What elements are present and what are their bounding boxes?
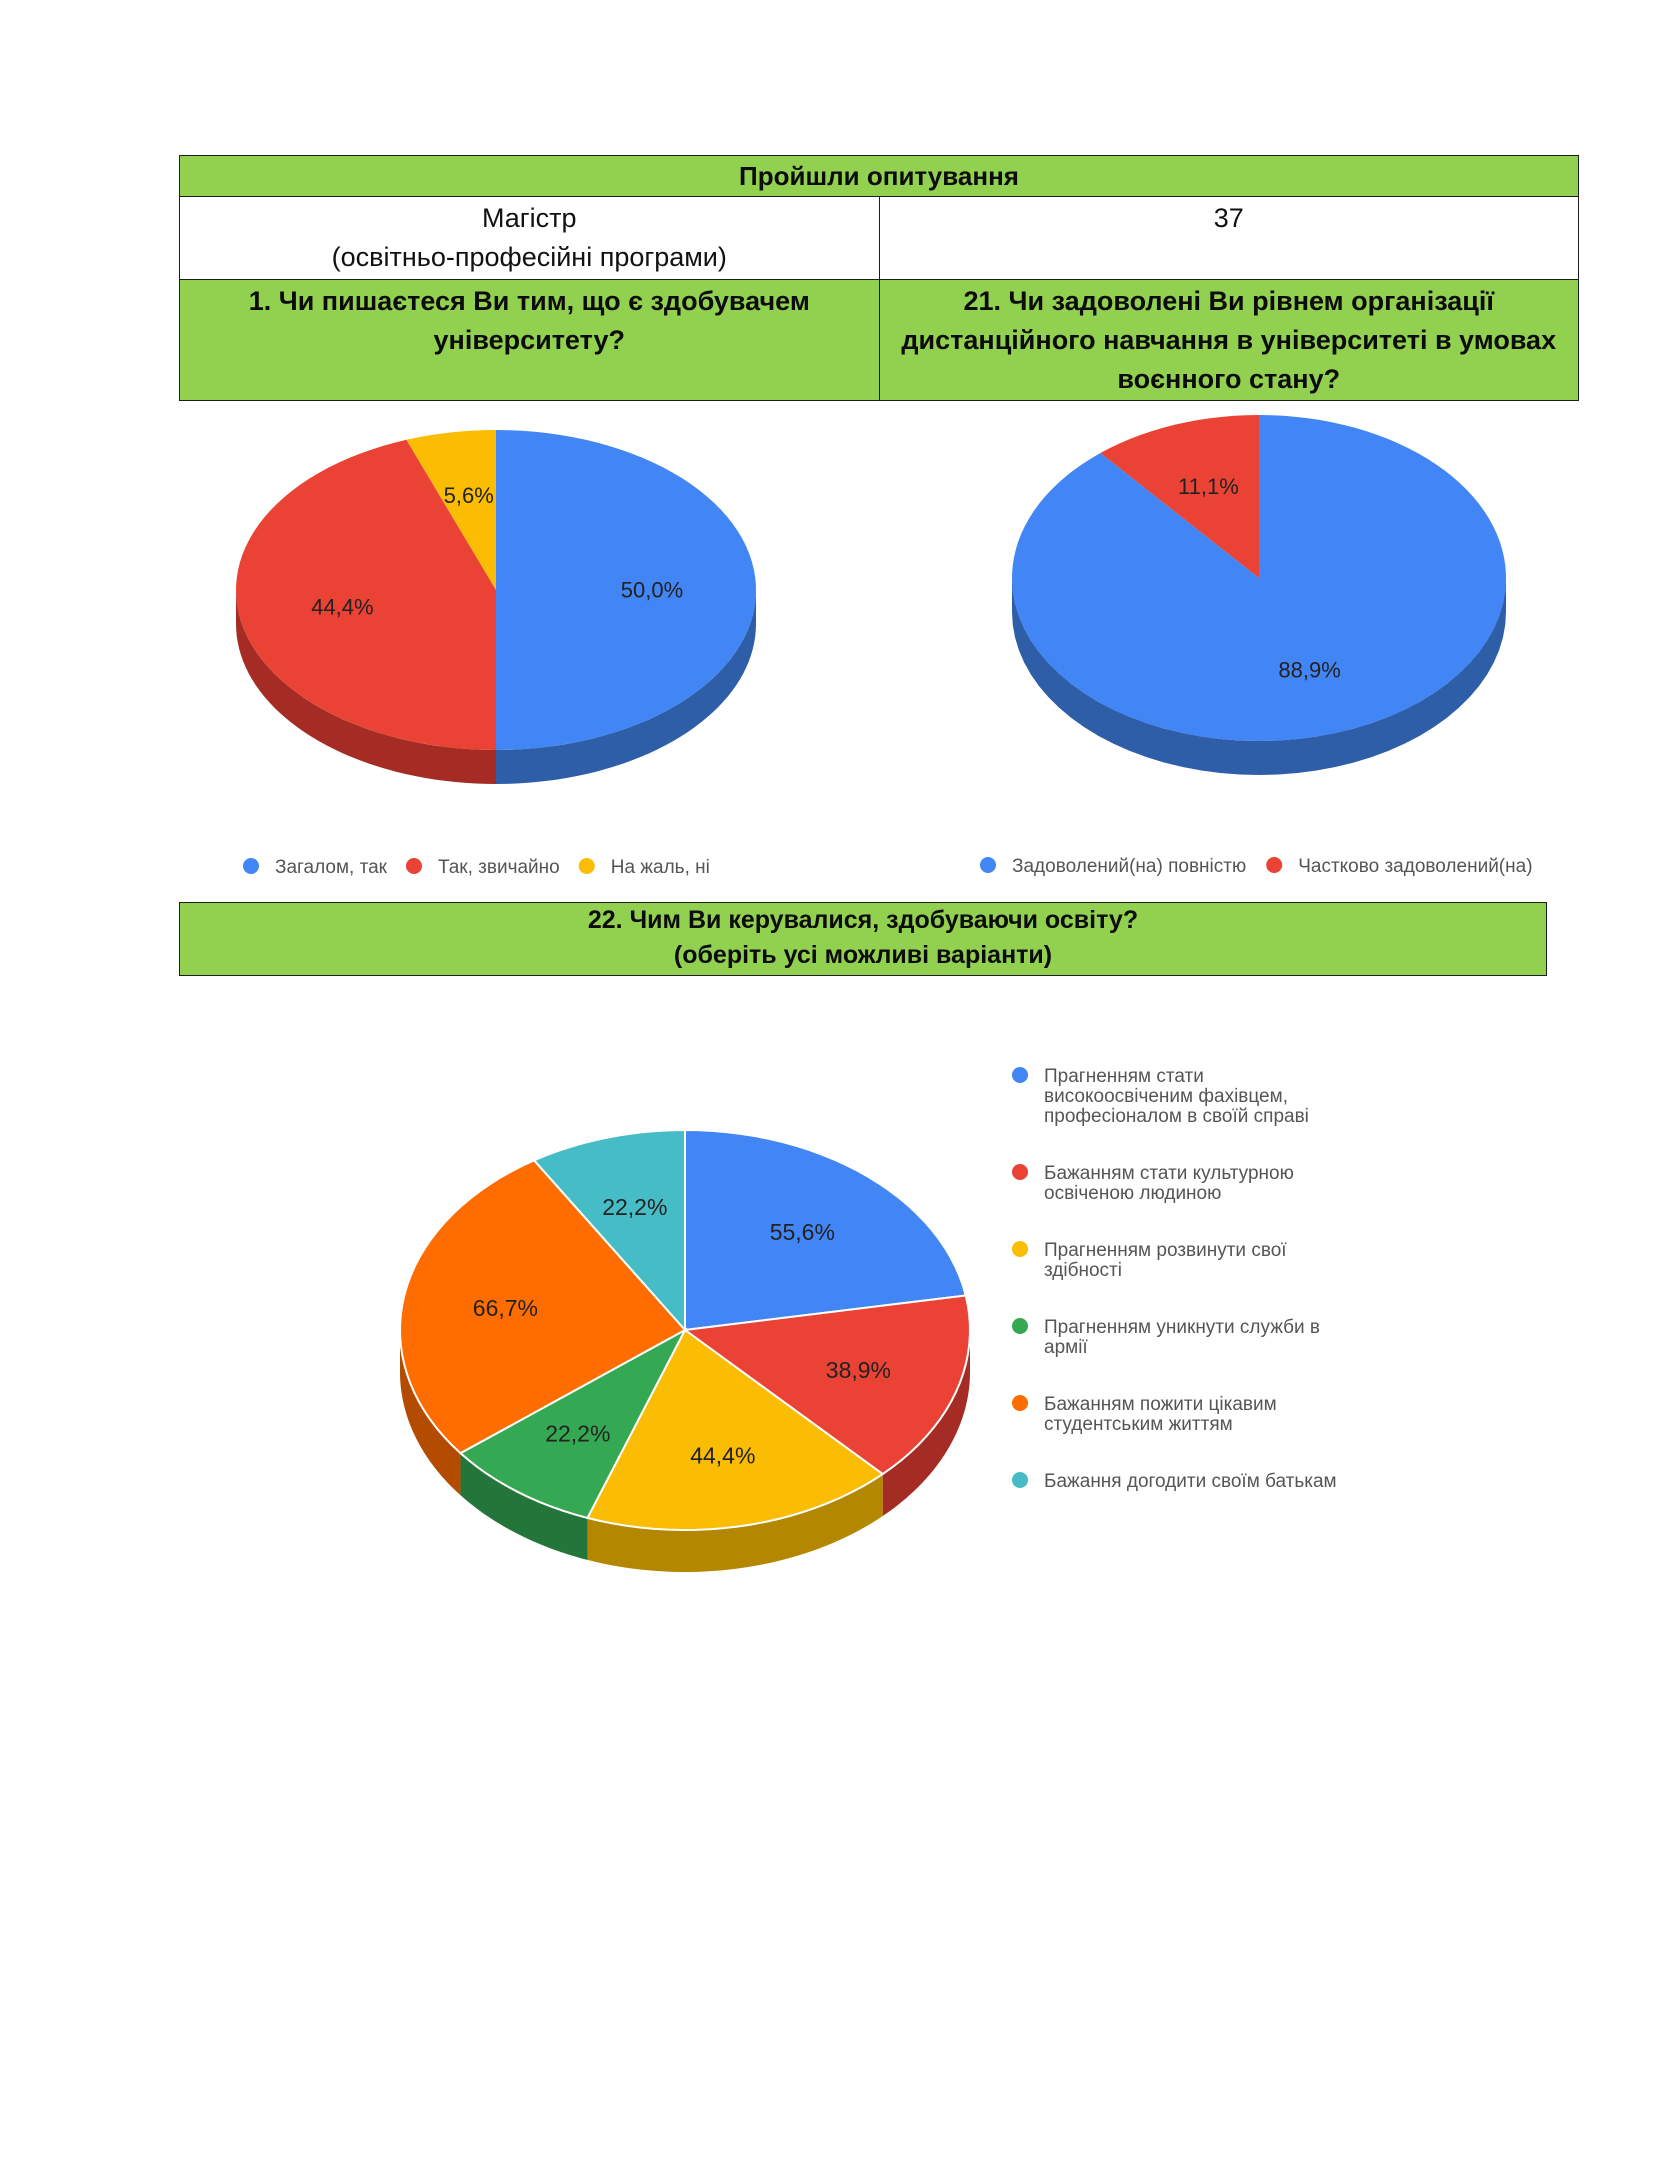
legend-label: Бажання догодити своїм батькам [1044,1471,1337,1492]
legend-label: Загалом, так [275,857,387,878]
legend-label: Частково задоволений(на) [1298,856,1533,877]
question-1-line: університету? [433,325,625,355]
question-21-line: дистанційного навчання в університеті в умовах [901,325,1557,355]
legend-swatch [1012,1318,1028,1334]
table-header: Пройшли опитування [180,156,1579,197]
legend-label: Прагненням розвинути свої здібності [1044,1240,1287,1281]
legend-label: Бажанням пожити цікавим студентським життям [1044,1394,1277,1435]
pie-data-label: 55,6% [769,1219,835,1245]
question-21-line: 21. Чи задоволені Ви рівнем організації [963,286,1494,316]
legend-swatch [1012,1164,1028,1180]
pie-data-label: 22,2% [545,1420,611,1447]
program-type: (освітньо-професійні програми) [331,242,727,272]
question-22-hint: (оберіть усі можливі варіанти) [673,941,1053,969]
pie-data-label: 88,9% [1278,657,1341,683]
legend-label: Прагненням стати високоосвіченим фахівцем, професіоналом в своїй справі [1044,1066,1309,1127]
pie-data-label: 38,9% [825,1356,892,1383]
pie-data-label: 11,1% [1178,473,1239,499]
legend-swatch [1012,1241,1028,1257]
legend-swatch [1012,1472,1028,1488]
respondent-count: 37 [879,197,1579,280]
program-name: Магістр [481,203,577,233]
legend-label: Прагненням уникнути служби в армії [1044,1317,1320,1358]
pie-data-label: 44,4% [311,594,374,620]
pie-data-label: 44,4% [690,1442,756,1469]
question-1-line: 1. Чи пишаєтеся Ви тим, що є здобувачем [248,286,810,316]
pie-data-label: 5,6% [443,483,494,509]
legend-label: Задоволений(на) повністю [1012,856,1247,877]
question-21-line: воєнного стану? [1117,364,1341,394]
legend-swatch [1012,1395,1028,1411]
pie-data-label: 66,7% [472,1294,539,1321]
question-22-title: 22. Чим Ви керувалися, здобуваючи освіту? [587,906,1139,934]
legend-swatch [1012,1067,1028,1083]
pie-data-label: 50,0% [620,577,684,603]
pie-data-label: 22,2% [602,1194,668,1220]
legend-label: Так, звичайно [437,857,560,878]
legend-label: На жаль, ні [610,857,710,878]
legend-label: Бажанням стати культурною освіченою людиною [1044,1163,1294,1204]
